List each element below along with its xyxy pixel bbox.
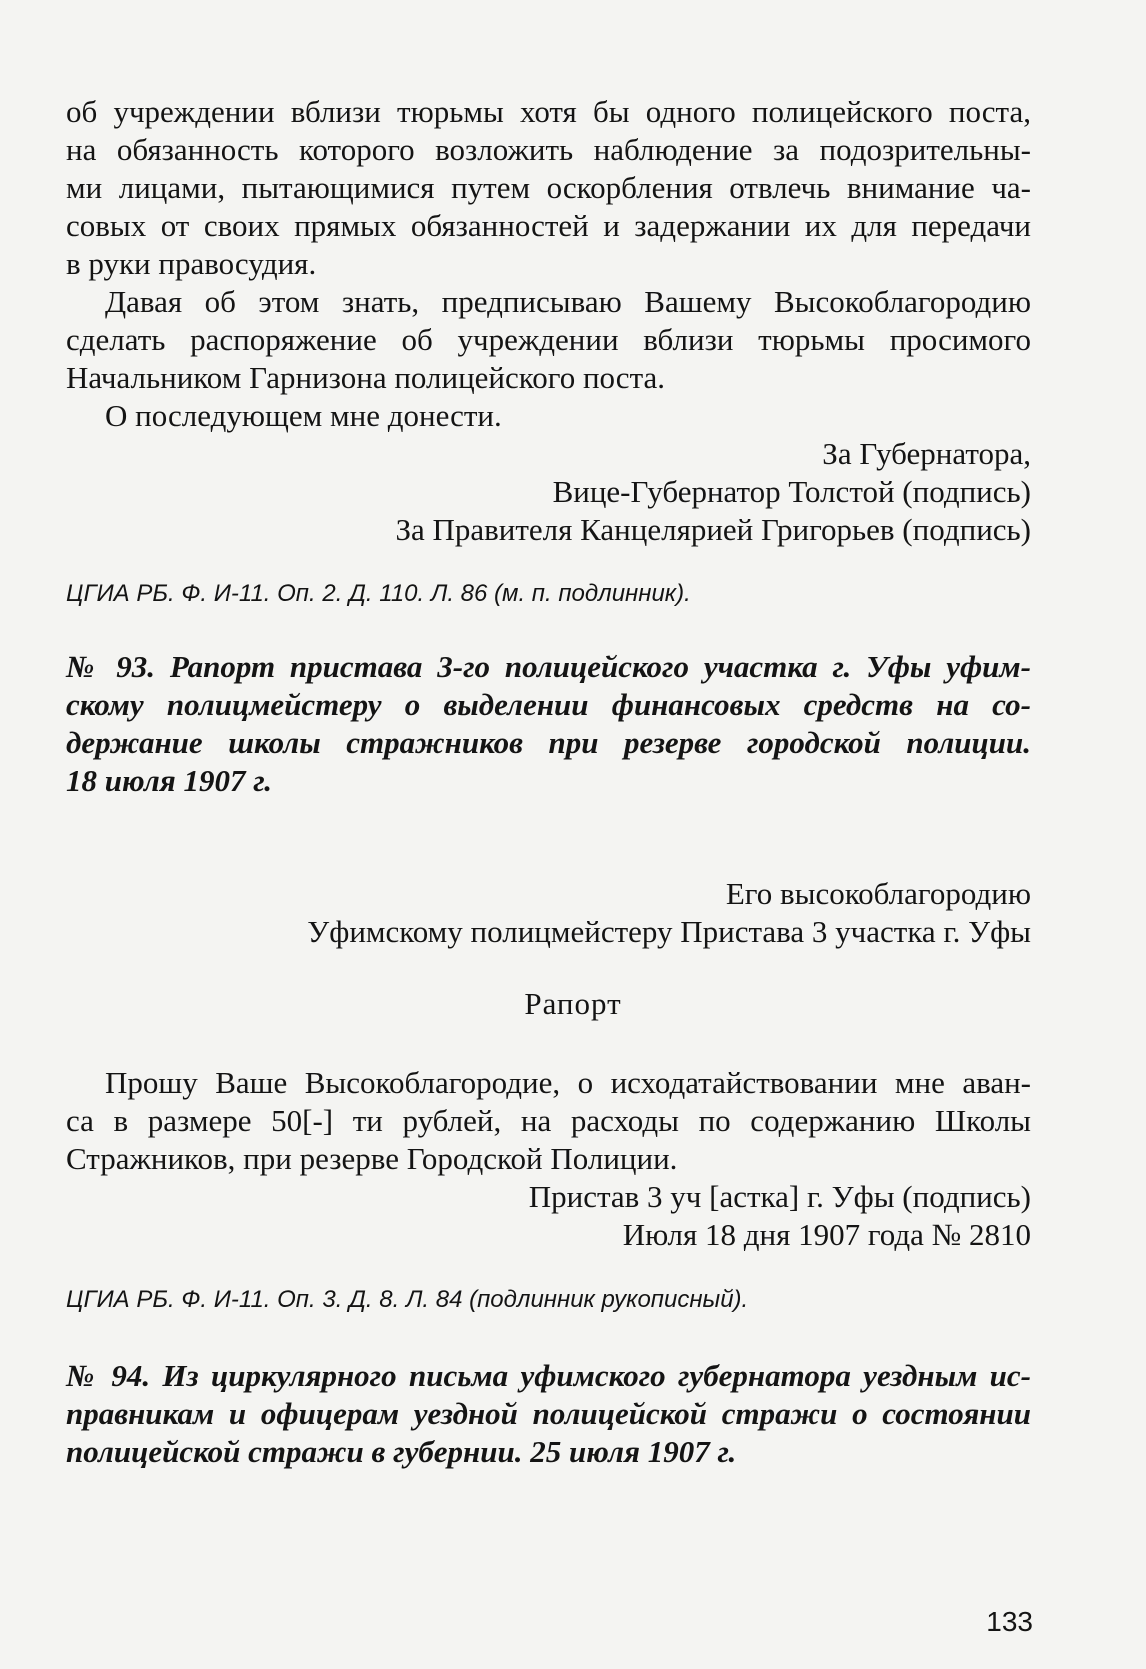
- text-line: са в размере 50[-] ти рублей, на расходы по содержанию Школы: [66, 1103, 1031, 1138]
- intro-paragraph: [66, 93, 1031, 283]
- text-line: Начальником Гарнизона полицейского поста.: [66, 360, 666, 395]
- text-line: на обязанность которого возложить наблюдение за подозрительны-: [66, 132, 1031, 167]
- text-line: Прошу Ваше Высокоблагородие, о исходатайствовании мне аван-: [105, 1065, 1031, 1100]
- heading-line: 18 июля 1907 г.: [66, 763, 273, 798]
- text-line: ми лицами, пытающимися путем оскорбления отвлечь внимание ча-: [66, 170, 1031, 205]
- signature-line: Вице-Губернатор Толстой (подпись): [552, 474, 1031, 509]
- report-request: [66, 397, 1031, 435]
- heading-line: № 93. Рапорт пристава 3-го полицейского участка г. Уфы уфим-: [66, 649, 1031, 684]
- addressee-line: Уфимскому полицмейстеру Пристава 3 участка г. Уфы: [307, 914, 1031, 949]
- addressee-line: Его высокоблагородию: [725, 876, 1031, 911]
- order-paragraph: [66, 283, 1031, 397]
- report-body: [66, 1064, 1031, 1178]
- heading-line: держание школы стражников при резерве городской полиции.: [66, 725, 1031, 760]
- archive-source: ЦГИА РБ. Ф. И-11. Оп. 2. Д. 110. Л. 86 (м. п. подлинник).: [66, 580, 691, 607]
- document-heading-94: [66, 1357, 1031, 1471]
- text-line: об учреждении вблизи тюрьмы хотя бы одного полицейского поста,: [66, 94, 1031, 129]
- signature-line: За Губернатора,: [822, 436, 1031, 471]
- document-heading-93: [66, 648, 1031, 800]
- heading-line: № 94. Из циркулярного письма уфимского губернатора уездным ис-: [66, 1358, 1031, 1393]
- archive-source: ЦГИА РБ. Ф. И-11. Оп. 3. Д. 8. Л. 84 (подлинник рукописный).: [66, 1286, 749, 1313]
- signature-line: Июля 18 дня 1907 года № 2810: [622, 1217, 1031, 1252]
- heading-line: правникам и офицерам уездной полицейской стражи о состоянии: [66, 1396, 1031, 1431]
- signature-line: Пристав 3 уч [астка] г. Уфы (подпись): [528, 1179, 1031, 1214]
- text-line: совых от своих прямых обязанностей и задержании их для передачи: [66, 208, 1031, 243]
- text-line: в руки правосудия.: [66, 246, 317, 281]
- heading-line: скому полицмейстеру о выделении финансовых средств на со-: [66, 687, 1031, 722]
- text-line: Давая об этом знать, предписываю Вашему Высокоблагородию: [105, 284, 1031, 319]
- report-title: Рапорт: [524, 986, 622, 1021]
- text-line: сделать распоряжение об учреждении вблизи тюрьмы просимого: [66, 322, 1031, 357]
- page-number: 133: [986, 1606, 1033, 1637]
- text-line: О последующем мне донести.: [105, 398, 502, 433]
- heading-line: полицейской стражи в губернии. 25 июля 1907 г.: [66, 1434, 737, 1469]
- text-line: Стражников, при резерве Городской Полиции.: [66, 1141, 678, 1176]
- signature-line: За Правителя Канцелярией Григорьев (подпись): [395, 512, 1031, 547]
